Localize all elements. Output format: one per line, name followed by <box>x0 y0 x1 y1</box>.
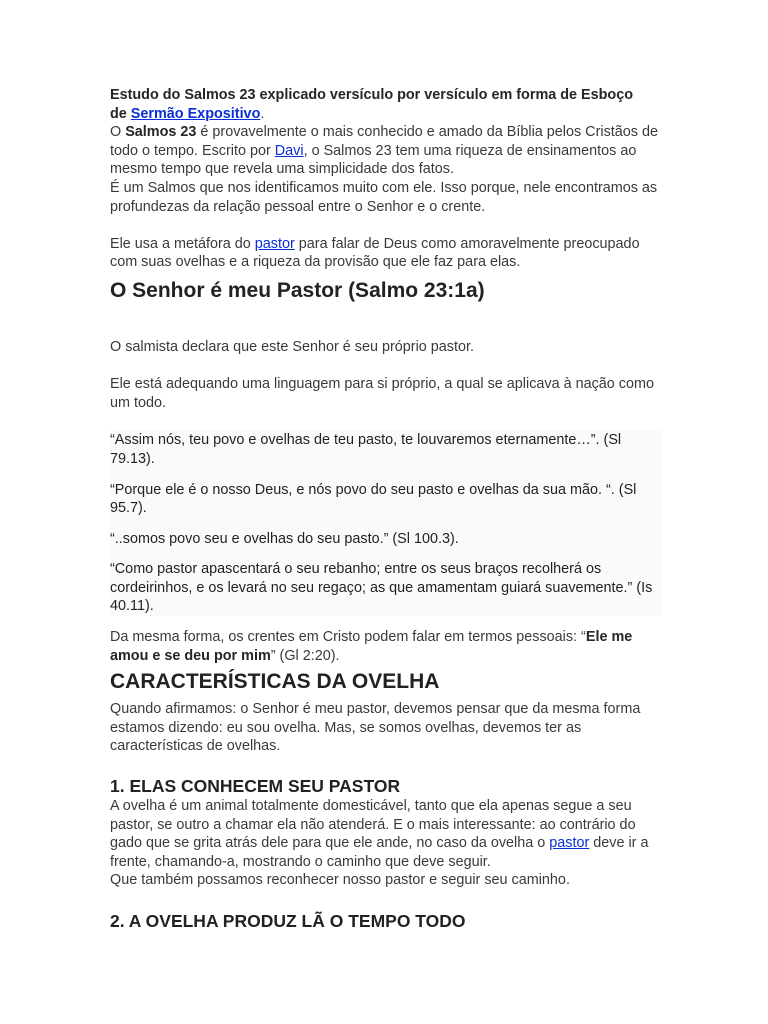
spacer <box>110 216 662 235</box>
section2-paragraph-1: Quando afirmamos: o Senhor é meu pastor, devemos pensar que da mesma forma estamos dizendo: eu sou ovelha. Mas, se somos ovelhas, devemos ter as características de ovelhas. <box>110 701 641 755</box>
davi-link[interactable]: Davi <box>274 142 304 159</box>
intro-title-de: de <box>110 105 131 122</box>
section1-paragraph-2: Ele está adequando uma linguagem para si próprio, a qual se aplicava à nação como um todo. <box>110 376 654 411</box>
scripture-quote: “Porque ele é o nosso Deus, e nós povo do seu pasto e ovelhas da sua mão. “. (Sl 95.7). <box>110 481 637 517</box>
scripture-quotes-block <box>110 430 662 616</box>
section-heading-senhor-pastor: O Senhor é meu Pastor (Salmo 23:1a) <box>110 278 485 302</box>
intro-p3-text-a: Ele usa a metáfora do <box>110 235 255 252</box>
sermao-expositivo-link[interactable]: Sermão Expositivo <box>130 105 261 122</box>
pastor-link-2[interactable]: pastor <box>549 835 590 852</box>
section1-p3-text-a: Da mesma forma, os crentes em Cristo podem falar em termos pessoais: “ <box>110 629 586 646</box>
section1-p3-text-b: ” (Gl 2:20). <box>270 647 340 664</box>
spacer <box>110 357 662 376</box>
intro-paragraph-3 <box>110 235 662 272</box>
intro-p1-text-c: , o Salmos 23 tem uma riqueza de ensinamentos ao mesmo tempo que revela uma simplicidade dos fatos. <box>110 142 637 178</box>
spacer <box>110 304 662 338</box>
scripture-quote: “Assim nós, teu povo e ovelhas de teu pasto, te louvaremos eternamente…”. (Sl 79.13). <box>110 432 622 467</box>
pastor-link[interactable]: pastor <box>254 235 295 252</box>
sub1-p1-text-b: deve ir a frente, chamando-a, mostrando o caminho que deve seguir. <box>110 835 649 870</box>
scripture-quote: “Como pastor apascentará o seu rebanho; entre os seus braços recolherá os cordeirinhos, e os levará no seu regaço; as que amamentam guiará suavemente.” (Is 40.11). <box>110 561 653 615</box>
intro-p3-text-b: para falar de Deus como amoravelmente preocupado com suas ovelhas e a riqueza da provisão que ele faz para elas. <box>110 235 640 271</box>
intro-paragraph-1 <box>110 123 662 179</box>
article-body <box>110 86 662 932</box>
section-heading-caracteristicas: CARACTERÍSTICAS DA OVELHA <box>110 670 440 694</box>
section1-p3-bold: Ele me amou e se deu por mim <box>110 629 633 664</box>
section1-paragraph-3 <box>110 628 662 665</box>
intro-p1-text-a: O <box>110 124 126 141</box>
intro-p1-text-b: é provavelmente o mais conhecido e amado da Bíblia pelos Cristãos de todo o tempo. Escrito por <box>110 124 658 159</box>
subheading-produz-la: 2. A OVELHA PRODUZ LÃ O TEMPO TODO <box>110 911 466 931</box>
intro-p1-bold: Salmos 23 <box>125 124 197 141</box>
sub1-p1-text-a: A ovelha é um animal totalmente domesticável, tanto que ela apenas segue a seu pastor, se outro a chamar ela não atenderá. E o mais interessante: ao contrário do gado que se grita atrás dele para que ele ande, no caso da ovelha o <box>110 798 636 852</box>
subheading-conhecem-pastor: 1. ELAS CONHECEM SEU PASTOR <box>110 776 401 797</box>
scripture-quote: “..somos povo seu e ovelhas do seu pasto.” (Sl 100.3). <box>110 530 459 547</box>
intro-title-dot: . <box>260 105 265 122</box>
intro-paragraph-2: É um Salmos que nos identificamos muito com ele. Isso porque, nele encontramos as profundezas da relação pessoal entre o Senhor e o crente. <box>110 179 658 215</box>
sub1-paragraph-1 <box>110 797 662 871</box>
sub1-paragraph-2: Que também possamos reconhecer nosso pastor e seguir seu caminho. <box>110 872 570 889</box>
article-intro-title <box>110 86 662 123</box>
section1-paragraph-1: O salmista declara que este Senhor é seu próprio pastor. <box>110 338 474 355</box>
intro-title-text: Estudo do Salmos 23 explicado versículo por versículo em forma de Esboço <box>110 87 634 103</box>
